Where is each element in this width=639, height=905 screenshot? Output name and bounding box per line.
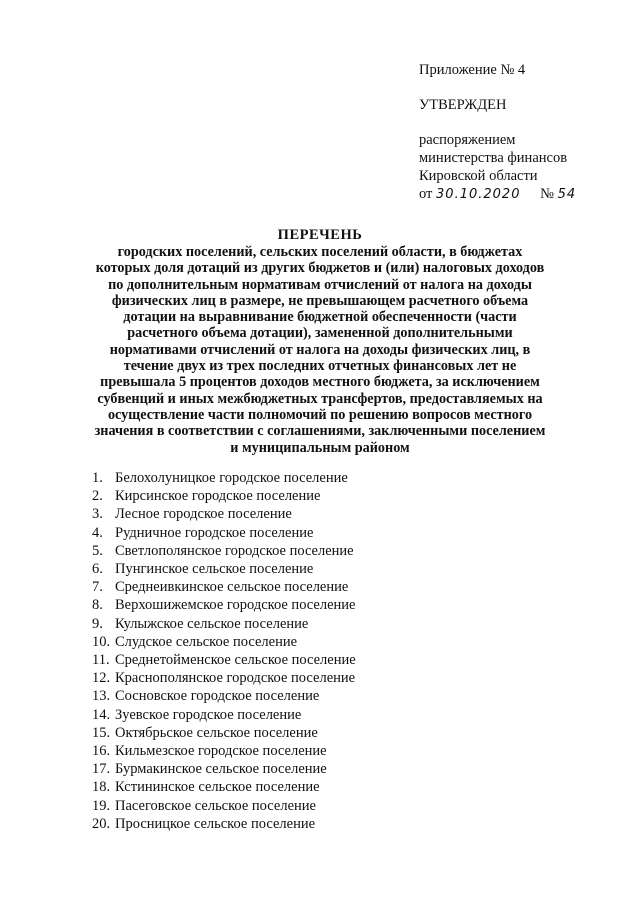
list-item-number: 10. <box>92 633 111 650</box>
list-item <box>92 615 356 633</box>
list-item-number: 12. <box>92 670 111 687</box>
title-description <box>80 244 560 456</box>
title-line: физических лиц в размере, не превышающем расчетного объема <box>111 292 529 309</box>
list-item <box>92 669 356 687</box>
list-item-name: Бурмакинское сельское поселение <box>115 761 327 778</box>
title-line: дотации на выравнивание бюджетной обеспеченности (части <box>123 309 517 326</box>
title-line: которых доля дотаций из других бюджетов и (или) налоговых доходов <box>95 260 545 277</box>
title-heading: ПЕРЕЧЕНЬ <box>277 227 363 243</box>
title-line: и муниципальным районом <box>230 439 410 456</box>
list-item-name: Сосновское городское поселение <box>115 688 320 705</box>
title-line: осуществление части полномочий по решению вопросов местного <box>107 406 533 423</box>
list-item <box>92 469 356 487</box>
title-line: нормативами отчислений от налога на доходы физических лиц, в <box>109 341 531 358</box>
list-item-name: Верхошижемское городское поселение <box>115 597 356 614</box>
list-item-name: Пасеговское сельское поселение <box>115 797 316 814</box>
list-item-name: Слудское сельское поселение <box>115 633 298 650</box>
list-item <box>92 742 356 760</box>
list-item <box>92 578 356 596</box>
date-prefix: от <box>419 186 433 202</box>
approved-by-line-1: распоряжением <box>419 132 516 148</box>
list-item <box>92 524 356 542</box>
list-item <box>92 560 356 578</box>
approved-by-line-2: министерства финансов <box>419 150 568 166</box>
list-item <box>92 487 356 505</box>
list-item <box>92 724 356 742</box>
list-item-number: 20. <box>92 815 111 832</box>
document-title <box>80 227 560 456</box>
list-item-number: 5. <box>92 542 103 559</box>
list-item-number: 11. <box>92 652 110 669</box>
approved-by-line-3: Кировской области <box>419 168 538 184</box>
handwritten-number: 54 <box>557 187 577 202</box>
list-item-number: 1. <box>92 470 103 486</box>
approval-block <box>419 61 629 204</box>
list-item-name: Кулыжское сельское поселение <box>115 615 309 632</box>
list-item-name: Среднетойменское сельское поселение <box>115 652 356 669</box>
list-item-name: Просницкое сельское поселение <box>115 815 316 832</box>
list-item <box>92 542 356 560</box>
list-item-number: 6. <box>92 561 103 578</box>
list-item <box>92 596 356 614</box>
list-item-name: Кильмезское городское поселение <box>115 743 327 760</box>
title-line: значения в соответствии с соглашениями, заключенными поселением <box>94 423 546 440</box>
list-item-name: Светлополянское городское поселение <box>115 542 354 559</box>
list-item-number: 15. <box>92 724 111 741</box>
list-item <box>92 687 356 705</box>
list-item-number: 19. <box>92 797 111 814</box>
list-item-name: Краснополянское городское поселение <box>115 670 356 687</box>
order-date-number <box>419 185 629 204</box>
list-item-name: Кстининское сельское поселение <box>115 779 320 796</box>
list-item-number: 8. <box>92 597 103 614</box>
list-item-name: Рудничное городское поселение <box>115 524 314 541</box>
list-item-name: Среднеивкинское сельское поселение <box>115 579 349 596</box>
list-item-number: 4. <box>92 524 103 541</box>
list-item <box>92 815 356 833</box>
list-item-number: 3. <box>92 506 103 523</box>
handwritten-date: 30.10.2020 <box>436 187 521 202</box>
list-item-number: 9. <box>92 615 103 632</box>
list-item-name: Лесное городское поселение <box>115 506 292 523</box>
list-item <box>92 633 356 651</box>
list-item <box>92 505 356 523</box>
list-item <box>92 651 356 669</box>
list-item-number: 18. <box>92 779 111 796</box>
title-line: течение двух из трех последних отчетных финансовых лет не <box>123 358 517 375</box>
list-item <box>92 760 356 778</box>
title-line: превышала 5 процентов доходов местного бюджета, за исключением <box>100 374 540 391</box>
title-line: субвенций и иных межбюджетных трансфертов, предоставляемых на <box>97 390 543 407</box>
list-item <box>92 706 356 724</box>
approved-stamp: УТВЕРЖДЕН <box>419 97 507 113</box>
list-item-name: Зуевское городское поселение <box>115 706 302 723</box>
title-line: городских поселений, сельских поселений области, в бюджетах <box>117 244 523 260</box>
list-item-name: Белохолуницкое городское поселение <box>115 470 348 486</box>
list-item-number: 2. <box>92 488 103 505</box>
list-item <box>92 797 356 815</box>
list-item-number: 17. <box>92 761 111 778</box>
list-item-number: 16. <box>92 743 111 760</box>
settlement-list <box>92 469 356 833</box>
list-item-name: Октябрьское сельское поселение <box>115 724 318 741</box>
list-item-number: 13. <box>92 688 111 705</box>
list-item-number: 7. <box>92 579 103 596</box>
title-line: расчетного объема дотации), замененной дополнительными <box>127 325 513 342</box>
annex-label: Приложение № 4 <box>419 62 526 78</box>
title-line: по дополнительным нормативам отчислений от налога на доходы <box>108 276 532 293</box>
list-item <box>92 778 356 796</box>
list-item-number: 14. <box>92 706 111 723</box>
list-item-name: Кирсинское городское поселение <box>115 488 321 505</box>
list-item-name: Пунгинское сельское поселение <box>115 561 314 578</box>
number-label: № <box>540 186 554 202</box>
